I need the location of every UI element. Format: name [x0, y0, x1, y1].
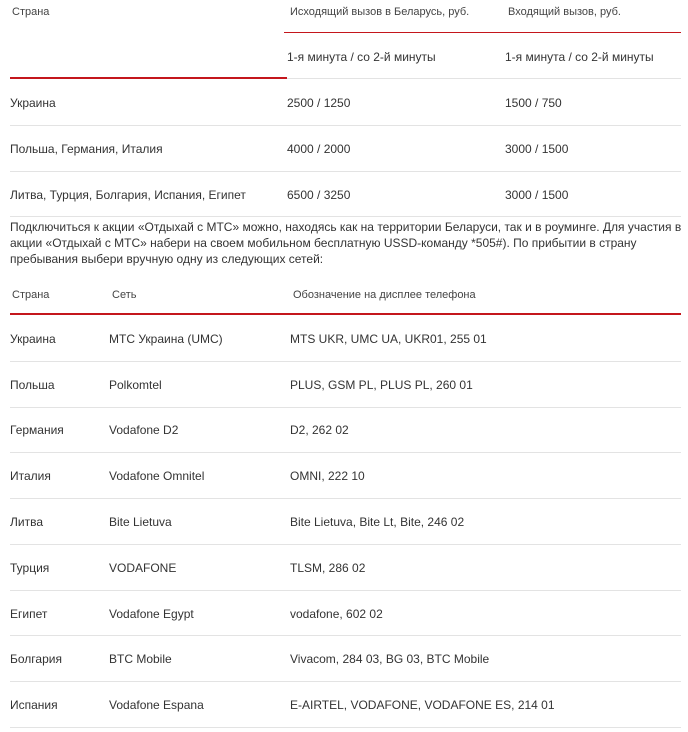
header-country: Страна [12, 289, 50, 301]
cell-incoming: 3000 / 1500 [505, 188, 569, 202]
header-divider-grey [287, 78, 681, 79]
cell-network: Vodafone D2 [109, 423, 179, 437]
header-divider-red [10, 313, 681, 315]
cell-network: Bite Lietuva [109, 515, 172, 529]
header-outgoing-sub: 1-я минута / со 2-й минуты [287, 50, 436, 64]
header-incoming: Входящий вызов, руб. [508, 6, 621, 18]
header-outgoing: Исходящий вызов в Беларусь, руб. [290, 6, 470, 18]
cell-incoming: 1500 / 750 [505, 96, 562, 110]
cell-country: Болгария [10, 652, 62, 666]
cell-network: BTC Mobile [109, 652, 172, 666]
cell-country: Испания [10, 698, 58, 712]
cell-country: Украина [10, 96, 56, 110]
row-divider [10, 544, 681, 545]
cell-outgoing: 6500 / 3250 [287, 188, 351, 202]
cell-display: PLUS, GSM PL, PLUS PL, 260 01 [290, 378, 473, 392]
cell-country: Украина [10, 332, 56, 346]
row-divider [10, 125, 681, 126]
promo-description: Подключиться к акции «Отдыхай с МТС» можно, находясь как на территории Беларуси, так и в роуминге. Для участия в акции «Отдыхай с МТС» набери на своем мобильном бесплатную USSD-команду *505#). По прибытии в страну пребывания выбери вручную одну из следующих сетей: [10, 220, 682, 266]
row-divider [10, 727, 681, 728]
cell-country: Польша, Германия, Италия [10, 142, 163, 156]
row-divider [10, 216, 681, 217]
cell-display: Vivacom, 284 03, BG 03, BTC Mobile [290, 652, 490, 666]
cell-display: vodafone, 602 02 [290, 607, 383, 621]
header-divider-top [284, 32, 681, 33]
header-incoming-sub: 1-я минута / со 2-й минуты [505, 50, 654, 64]
cell-network: Vodafone Egypt [109, 607, 194, 621]
cell-display: MTS UKR, UMC UA, UKR01, 255 01 [290, 332, 487, 346]
header-display: Обозначение на дисплее телефона [293, 289, 476, 301]
cell-country: Германия [10, 423, 64, 437]
cell-display: TLSM, 286 02 [290, 561, 366, 575]
cell-network: Polkomtel [109, 378, 162, 392]
cell-display: D2, 262 02 [290, 423, 349, 437]
header-network: Сеть [112, 289, 137, 301]
cell-country: Турция [10, 561, 50, 575]
cell-network: МТС Украина (UMC) [109, 332, 223, 346]
row-divider [10, 452, 681, 453]
row-divider [10, 635, 681, 636]
cell-outgoing: 4000 / 2000 [287, 142, 351, 156]
cell-network: VODAFONE [109, 561, 177, 575]
cell-network: Vodafone Omnitel [109, 469, 205, 483]
cell-country: Польша [10, 378, 55, 392]
cell-display: E-AIRTEL, VODAFONE, VODAFONE ES, 214 01 [290, 698, 555, 712]
row-divider [10, 171, 681, 172]
row-divider [10, 681, 681, 682]
header-country: Страна [12, 6, 50, 18]
cell-country: Литва, Турция, Болгария, Испания, Египет [10, 188, 246, 202]
row-divider [10, 498, 681, 499]
cell-country: Литва [10, 515, 43, 529]
cell-country: Италия [10, 469, 51, 483]
cell-incoming: 3000 / 1500 [505, 142, 569, 156]
row-divider [10, 361, 681, 362]
cell-country: Египет [10, 607, 48, 621]
header-divider-red [10, 77, 287, 79]
row-divider [10, 407, 681, 408]
cell-display: Bite Lietuva, Bite Lt, Bite, 246 02 [290, 515, 465, 529]
cell-display: OMNI, 222 10 [290, 469, 365, 483]
row-divider [10, 590, 681, 591]
cell-outgoing: 2500 / 1250 [287, 96, 351, 110]
cell-network: Vodafone Espana [109, 698, 204, 712]
